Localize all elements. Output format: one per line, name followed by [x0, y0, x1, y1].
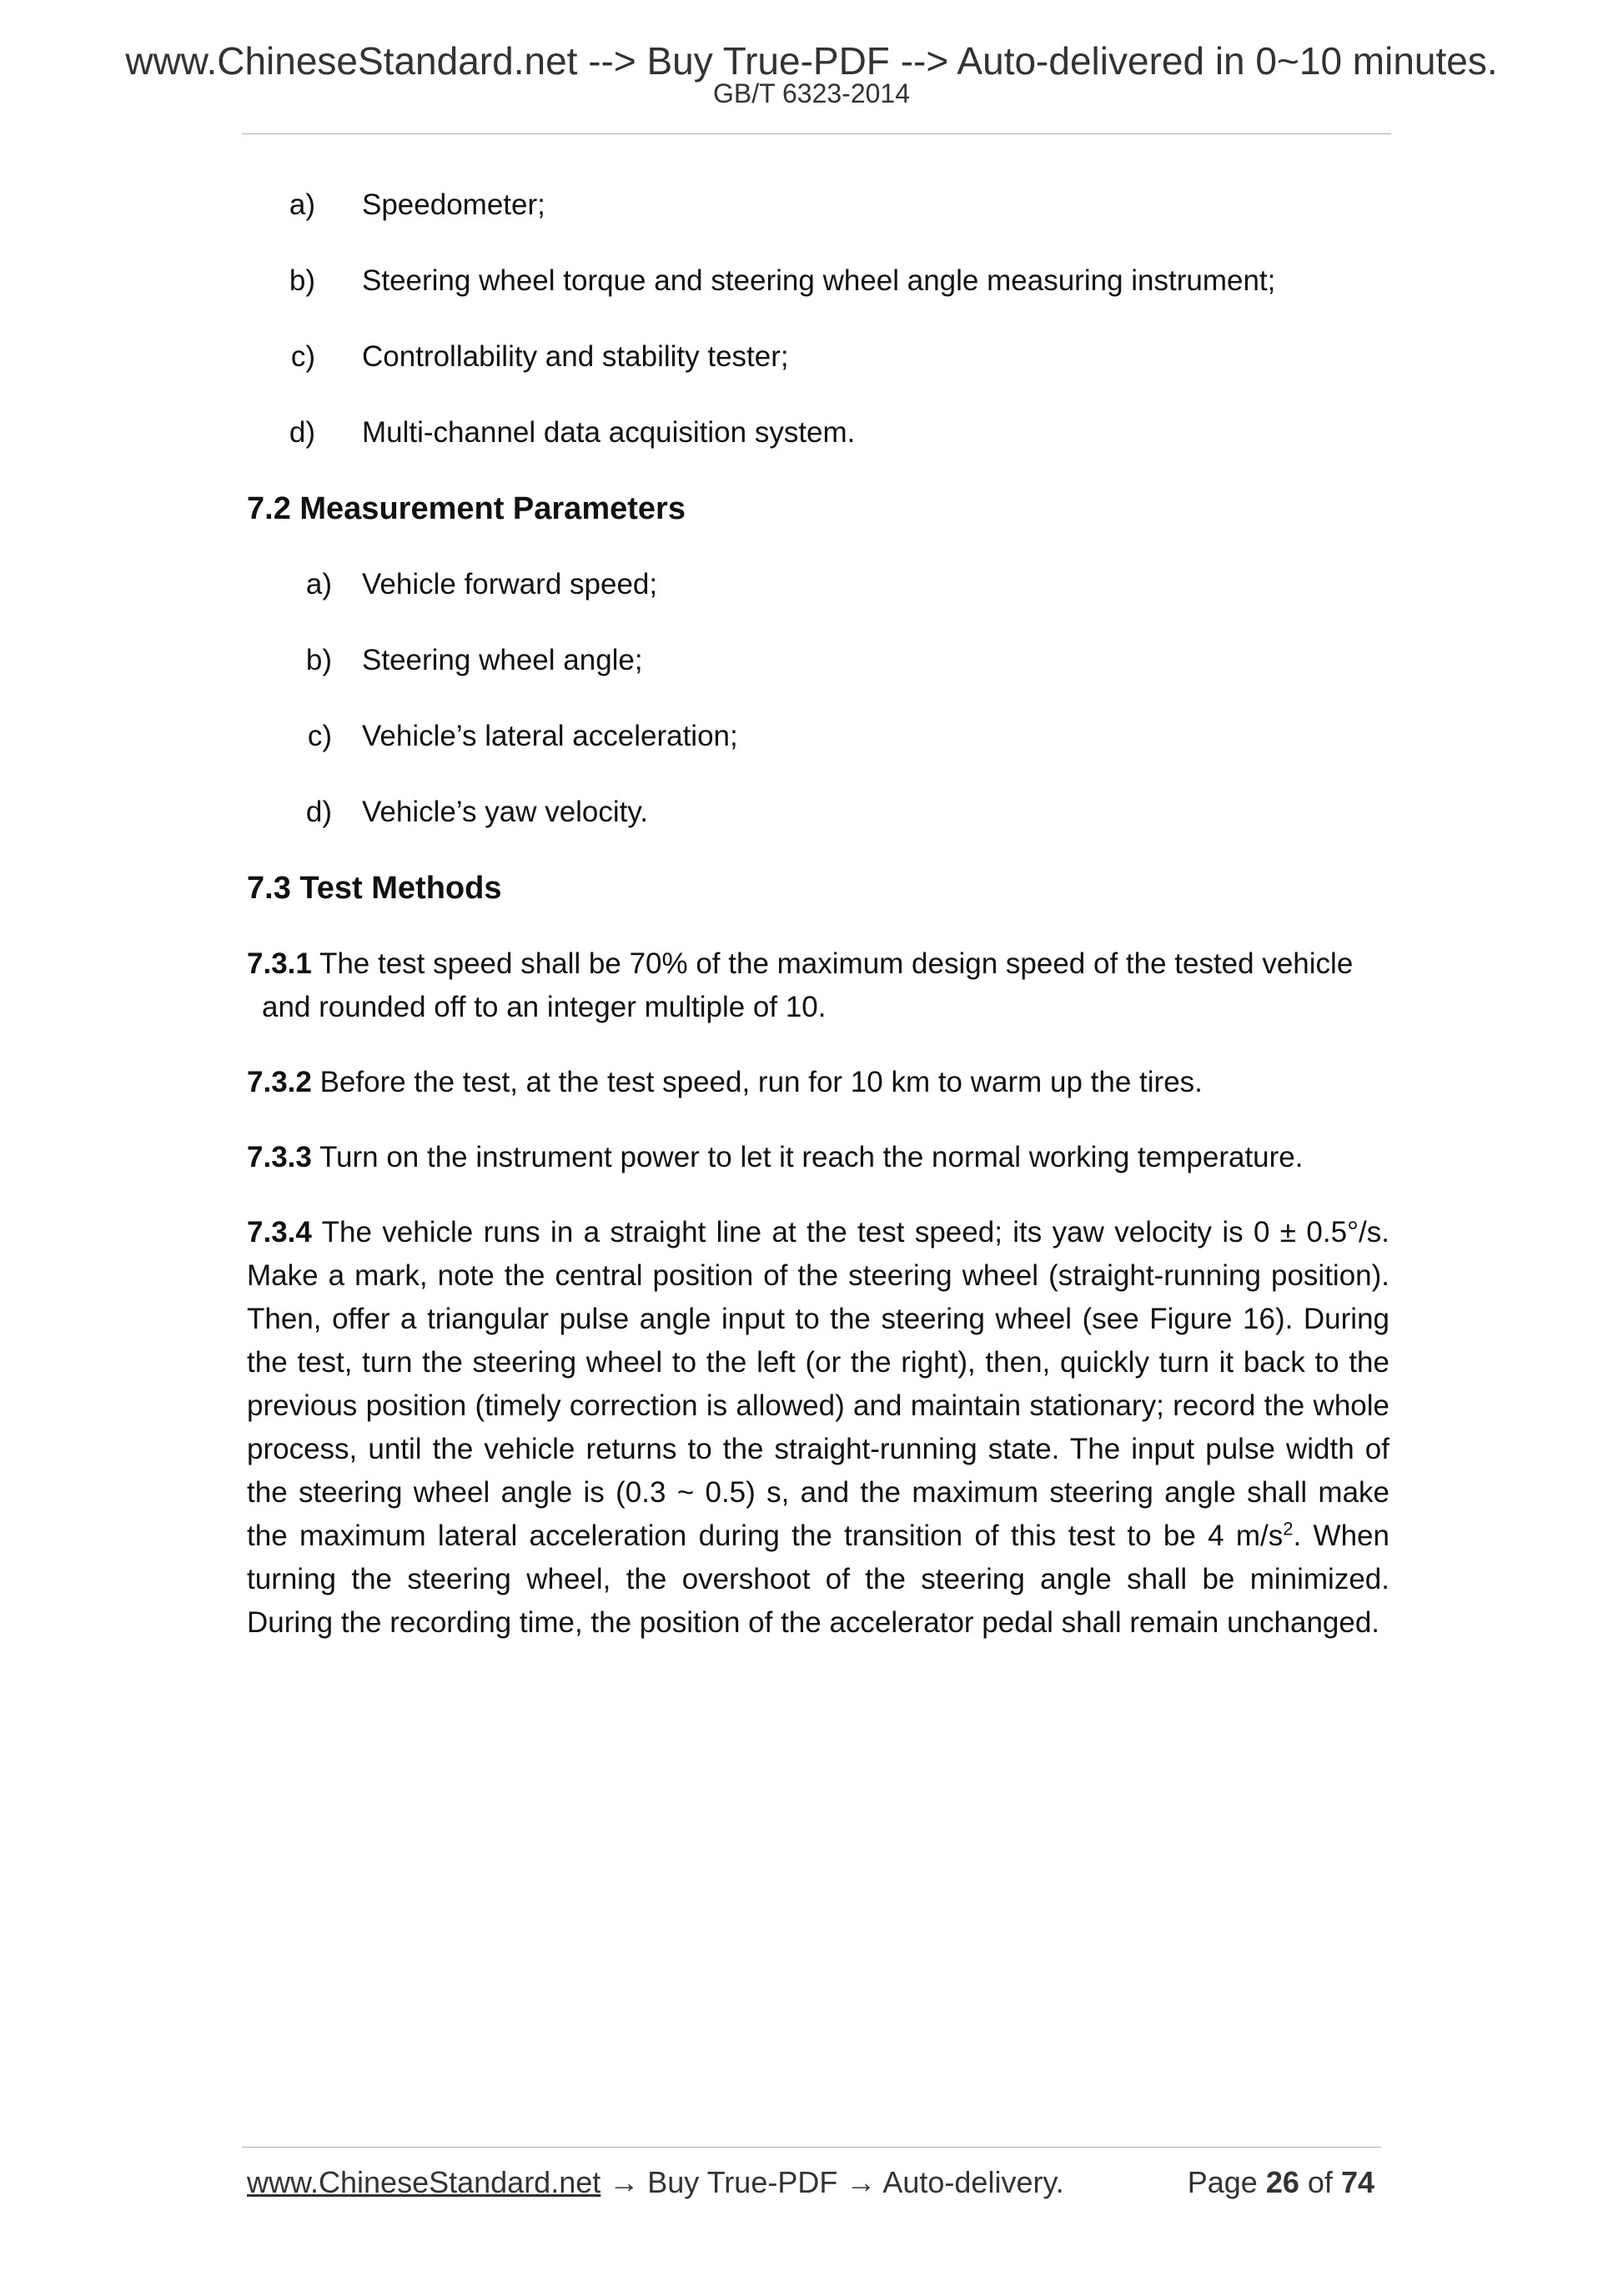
list-item	[247, 183, 1389, 227]
list-item	[247, 715, 1389, 758]
footer-buy-text: Buy True-PDF	[647, 2165, 838, 2199]
clause-7-3-1	[247, 942, 1389, 1029]
list-letter: b)	[305, 644, 332, 676]
clause-text: The vehicle runs in a straight line at the test speed; its yaw velocity is 0 ± 0.5°/s. Make a mark, note the central position of the steering wheel (straight-running position). Then, offer a triangular pulse angle input to the steering wheel (see Figure 16). During the test, turn the steering wheel to the left (or the right), then, quickly turn it back to the previous position (timely correction is allowed) and maintain stationary; record the whole process, until the vehicle returns to the straight-running state. The input pulse width of the steering wheel angle is (0.3 ~ 0.5) s, and the maximum steering angle shall make the maximum lateral acceleration during the transition of this test to be 4 m/s	[247, 1216, 1389, 1552]
list-letter: b)	[289, 264, 315, 297]
clause-text-continued: and rounded off to an integer multiple of 10.	[262, 991, 827, 1023]
footer-link[interactable]: www.ChineseStandard.net	[247, 2165, 601, 2199]
footer-delivery-text: Auto-delivery.	[882, 2165, 1064, 2199]
page-total: 74	[1340, 2165, 1374, 2199]
page-footer	[247, 2165, 1383, 2205]
clause-7-3-4	[247, 1211, 1389, 1645]
clause-text: Before the test, at the test speed, run for 10 km to warm up the tires.	[311, 1066, 1203, 1098]
standard-number: GB/T 6323-2014	[712, 78, 910, 108]
list-text: Controllability and stability tester;	[362, 340, 789, 373]
list-text: Vehicle’s lateral acceleration;	[362, 720, 738, 752]
footer-divider	[242, 2147, 1381, 2148]
clause-number: 7.3.1	[247, 947, 312, 980]
page-number	[1188, 2165, 1374, 2200]
arrow-icon: →	[837, 2165, 883, 2199]
header-divider	[242, 133, 1391, 134]
list-letter: c)	[307, 720, 332, 752]
footer-promo	[247, 2165, 1064, 2200]
arrow-icon: →	[600, 2165, 648, 2199]
clause-number: 7.3.2	[247, 1066, 312, 1098]
list-letter: c)	[290, 340, 315, 373]
list-text: Vehicle’s yaw velocity.	[362, 796, 649, 828]
clause-number: 7.3.3	[247, 1141, 312, 1173]
list-text: Vehicle forward speed;	[362, 568, 658, 600]
superscript: 2	[1283, 1518, 1294, 1540]
list-item	[247, 791, 1389, 834]
page-current: 26	[1265, 2165, 1299, 2199]
list-text: Steering wheel angle;	[362, 644, 643, 676]
clause-number: 7.3.4	[247, 1216, 312, 1248]
top-banner[interactable]: www.ChineseStandard.net --> Buy True-PDF --> Auto-delivered in 0~10 minutes.	[125, 39, 1498, 83]
list-text: Steering wheel torque and steering wheel angle measuring instrument;	[362, 264, 1276, 297]
of-word: of	[1307, 2165, 1333, 2199]
list-item	[247, 335, 1389, 379]
document-body	[247, 183, 1389, 1676]
clause-7-3-2	[247, 1061, 1389, 1104]
list-letter: d)	[305, 796, 332, 828]
clause-text-continued: . When turning the steering wheel, the overshoot of the steering angle shall be minimized. During the recording time, the position of the accelerator pedal shall remain unchanged.	[247, 1520, 1389, 1639]
list-text: Speedometer;	[362, 188, 545, 221]
page-word: Page	[1187, 2165, 1258, 2199]
list-item	[247, 639, 1389, 682]
list-item	[247, 259, 1389, 303]
clause-text: Turn on the instrument power to let it reach the normal working temperature.	[311, 1141, 1304, 1173]
list-letter: a)	[289, 188, 315, 221]
list-item	[247, 563, 1389, 606]
list-text: Multi-channel data acquisition system.	[362, 416, 856, 449]
list-letter: d)	[289, 416, 315, 449]
list-letter: a)	[305, 568, 332, 600]
clause-7-3-3	[247, 1136, 1389, 1179]
section-heading-7-3: 7.3 Test Methods	[247, 871, 502, 906]
list-item	[247, 411, 1389, 455]
section-heading-7-2: 7.2 Measurement Parameters	[247, 491, 686, 526]
clause-text: The test speed shall be 70% of the maximum design speed of the tested vehicle	[311, 947, 1354, 980]
